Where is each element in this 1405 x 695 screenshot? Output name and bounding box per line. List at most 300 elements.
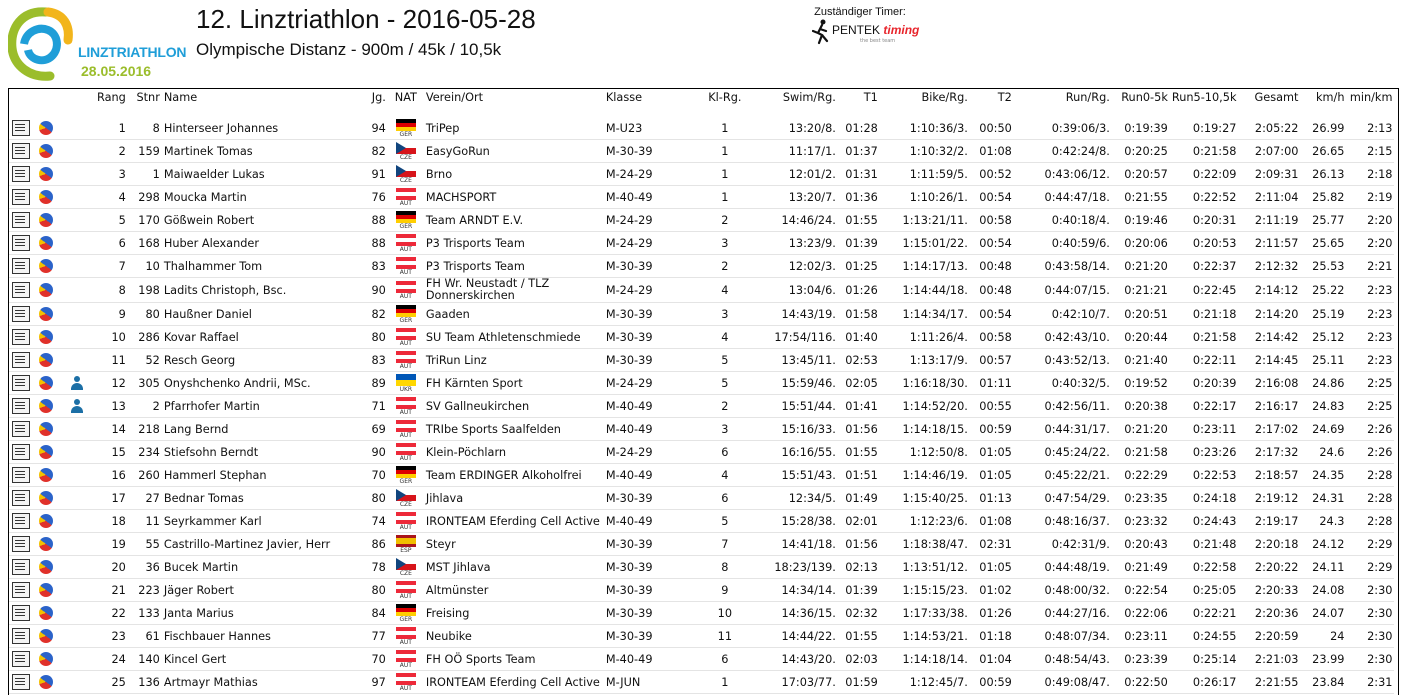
cell-nat: AUT xyxy=(399,639,412,646)
table-row[interactable] xyxy=(9,441,1394,464)
table-row[interactable] xyxy=(9,163,1394,186)
cell-stnr: 198 xyxy=(128,278,162,303)
table-row[interactable] xyxy=(9,326,1394,349)
cell-name[interactable]: Kovar Raffael xyxy=(162,326,348,349)
cell-name[interactable]: Bucek Martin xyxy=(162,556,348,579)
cell-run510: 0:24:55 xyxy=(1170,625,1239,648)
cell-klrg: 2 xyxy=(690,209,760,232)
col-header-kmh[interactable]: km/h xyxy=(1315,90,1345,104)
cell-kmh: 24.12 xyxy=(1300,533,1346,556)
cell-verein: FH Kärnten Sport xyxy=(424,372,604,395)
split-chart-icon[interactable] xyxy=(39,236,53,250)
cell-jg: 69 xyxy=(348,418,388,441)
table-row[interactable] xyxy=(9,349,1394,372)
cell-gesamt: 2:09:31 xyxy=(1238,163,1300,186)
split-chart-icon[interactable] xyxy=(39,675,53,689)
results-doc-icon[interactable] xyxy=(12,282,30,298)
split-chart-icon[interactable] xyxy=(39,445,53,459)
cell-name[interactable]: Maiwaelder Lukas xyxy=(162,163,348,186)
cell-run: 0:44:47/18. xyxy=(1014,186,1112,209)
cell-jg: 80 xyxy=(348,326,388,349)
cell-run05: 0:21:21 xyxy=(1112,278,1170,303)
col-header-name[interactable]: Name xyxy=(163,90,198,104)
cell-t2: 00:48 xyxy=(970,278,1014,303)
cell-name[interactable]: Lang Bernd xyxy=(162,418,348,441)
table-row[interactable] xyxy=(9,648,1394,671)
cell-run510: 0:22:53 xyxy=(1170,464,1239,487)
cell-nat: ESP xyxy=(400,547,412,554)
cell-klasse: M-30-39 xyxy=(604,255,690,278)
cell-stnr: 1 xyxy=(128,163,162,186)
cell-run510: 0:21:48 xyxy=(1170,533,1239,556)
split-chart-icon[interactable] xyxy=(39,213,53,227)
cell-stnr: 260 xyxy=(128,464,162,487)
cell-run510: 0:21:18 xyxy=(1170,303,1239,326)
cell-verein: Klein-Pöchlarn xyxy=(424,441,604,464)
cell-bike: 1:15:40/25. xyxy=(880,487,970,510)
cell-t1: 01:37 xyxy=(838,140,880,163)
cell-name[interactable]: Onyshchenko Andrii, MSc. xyxy=(162,372,348,395)
cell-jg: 91 xyxy=(348,163,388,186)
results-doc-icon[interactable] xyxy=(12,628,30,644)
cell-gesamt: 2:21:55 xyxy=(1238,671,1300,694)
split-chart-icon[interactable] xyxy=(39,353,53,367)
cell-run: 0:42:10/7. xyxy=(1014,303,1112,326)
cell-name[interactable]: Gößwein Robert xyxy=(162,209,348,232)
cell-run510: 0:20:53 xyxy=(1170,232,1239,255)
cell-jg: 70 xyxy=(348,464,388,487)
cell-gesamt: 2:07:00 xyxy=(1238,140,1300,163)
cell-verein: FH OÖ Sports Team xyxy=(424,648,604,671)
cell-stnr: 52 xyxy=(128,349,162,372)
cell-swim: 14:43/20. xyxy=(760,648,838,671)
cell-name[interactable]: Haußner Daniel xyxy=(162,303,348,326)
cell-stnr: 170 xyxy=(128,209,162,232)
cell-name[interactable]: Artmayr Mathias xyxy=(162,671,348,694)
cell-verein: FH Wr. Neustadt / TLZ Donnerskirchen xyxy=(424,278,604,303)
cell-minkm: 2:29 xyxy=(1346,533,1394,556)
cell-verein: Neubike xyxy=(424,625,604,648)
results-doc-icon[interactable] xyxy=(12,375,30,391)
col-header-run510[interactable]: Run5-10,5k xyxy=(1171,90,1237,104)
cell-klrg: 6 xyxy=(690,441,760,464)
germany-flag-icon xyxy=(396,466,416,478)
cell-kmh: 26.13 xyxy=(1300,163,1346,186)
cell-run: 0:48:07/34. xyxy=(1014,625,1112,648)
cell-jg: 88 xyxy=(348,232,388,255)
table-row[interactable] xyxy=(9,278,1394,303)
cell-minkm: 2:26 xyxy=(1346,441,1394,464)
col-header-rang[interactable]: Rang xyxy=(97,90,126,104)
cell-klasse: M-40-49 xyxy=(604,418,690,441)
cell-name[interactable]: Kincel Gert xyxy=(162,648,348,671)
cell-nat: GER xyxy=(399,616,413,623)
cell-swim: 14:43/19. xyxy=(760,303,838,326)
spain-flag-icon xyxy=(396,535,416,547)
table-row[interactable] xyxy=(9,303,1394,326)
cell-bike: 1:12:50/8. xyxy=(880,441,970,464)
cell-name[interactable]: Seyrkammer Karl xyxy=(162,510,348,533)
table-row[interactable] xyxy=(9,533,1394,556)
col-header-gesamt[interactable]: Gesamt xyxy=(1254,90,1299,104)
cell-run05: 0:22:54 xyxy=(1112,579,1170,602)
col-header-run05[interactable]: Run0-5k xyxy=(1121,90,1168,104)
cell-run05: 0:23:39 xyxy=(1112,648,1170,671)
cell-run510: 0:22:21 xyxy=(1170,602,1239,625)
cell-name[interactable]: Martinek Tomas xyxy=(162,140,348,163)
table-row[interactable] xyxy=(9,671,1394,694)
germany-flag-icon xyxy=(396,305,416,317)
col-header-run[interactable]: Run/Rg. xyxy=(1065,90,1110,104)
cell-verein: IRONTEAM Eferding Cell Active xyxy=(424,671,604,694)
cell-verein: Gaaden xyxy=(424,303,604,326)
col-header-stnr[interactable]: Stnr xyxy=(136,90,160,104)
col-header-t1[interactable]: T1 xyxy=(863,90,878,104)
results-doc-icon[interactable] xyxy=(12,674,30,690)
cell-run05: 0:19:52 xyxy=(1112,372,1170,395)
results-header xyxy=(0,0,1405,88)
col-header-klasse[interactable]: Klasse xyxy=(605,90,643,104)
austria-flag-icon xyxy=(396,673,416,685)
cell-run05: 0:20:06 xyxy=(1112,232,1170,255)
results-doc-icon[interactable] xyxy=(12,306,30,322)
cell-swim: 13:04/6. xyxy=(760,278,838,303)
split-chart-icon[interactable] xyxy=(39,330,53,344)
table-row[interactable] xyxy=(9,209,1394,232)
cell-minkm: 2:28 xyxy=(1346,464,1394,487)
cell-rang: 12 xyxy=(95,372,128,395)
results-doc-icon[interactable] xyxy=(12,559,30,575)
results-doc-icon[interactable] xyxy=(12,258,30,274)
cell-stnr: 159 xyxy=(128,140,162,163)
cell-swim: 13:45/11. xyxy=(760,349,838,372)
austria-flag-icon xyxy=(396,188,416,200)
cell-bike: 1:14:17/13. xyxy=(880,255,970,278)
split-chart-icon[interactable] xyxy=(39,190,53,204)
cell-rang: 25 xyxy=(95,671,128,694)
cell-gesamt: 2:21:03 xyxy=(1238,648,1300,671)
cell-jg: 77 xyxy=(348,625,388,648)
cell-klrg: 8 xyxy=(690,556,760,579)
cell-t1: 01:25 xyxy=(838,255,880,278)
cell-run: 0:45:22/21. xyxy=(1014,464,1112,487)
results-doc-icon[interactable] xyxy=(12,513,30,529)
cell-name[interactable]: Resch Georg xyxy=(162,349,348,372)
cell-verein: TRIbe Sports Saalfelden xyxy=(424,418,604,441)
table-row[interactable] xyxy=(9,232,1394,255)
table-row[interactable] xyxy=(9,140,1394,163)
cell-bike: 1:14:46/19. xyxy=(880,464,970,487)
results-doc-icon[interactable] xyxy=(12,398,30,414)
cell-rang: 10 xyxy=(95,326,128,349)
split-chart-icon[interactable] xyxy=(39,583,53,597)
cell-swim: 13:20/7. xyxy=(760,186,838,209)
profile-icon[interactable] xyxy=(70,399,84,413)
split-chart-icon[interactable] xyxy=(39,491,53,505)
results-doc-icon[interactable] xyxy=(12,143,30,159)
cell-name[interactable]: Bednar Tomas xyxy=(162,487,348,510)
austria-flag-icon xyxy=(396,443,416,455)
results-doc-icon[interactable] xyxy=(12,120,30,136)
cell-minkm: 2:30 xyxy=(1346,648,1394,671)
results-doc-icon[interactable] xyxy=(12,352,30,368)
results-doc-icon[interactable] xyxy=(12,605,30,621)
cell-t2: 01:08 xyxy=(970,510,1014,533)
cell-verein: Altmünster xyxy=(424,579,604,602)
cell-verein: EasyGoRun xyxy=(424,140,604,163)
cell-rang: 5 xyxy=(95,209,128,232)
cell-kmh: 25.82 xyxy=(1300,186,1346,209)
cell-stnr: 61 xyxy=(128,625,162,648)
split-chart-icon[interactable] xyxy=(39,144,53,158)
table-row[interactable] xyxy=(9,255,1394,278)
cell-minkm: 2:15 xyxy=(1346,140,1394,163)
cell-run05: 0:23:35 xyxy=(1112,487,1170,510)
cell-jg: 86 xyxy=(348,533,388,556)
results-doc-icon[interactable] xyxy=(12,444,30,460)
results-doc-icon[interactable] xyxy=(12,651,30,667)
cell-jg: 83 xyxy=(348,349,388,372)
cell-name[interactable]: Janta Marius xyxy=(162,602,348,625)
results-doc-icon[interactable] xyxy=(12,235,30,251)
cell-t2: 00:52 xyxy=(970,163,1014,186)
cell-name[interactable]: Ladits Christoph, Bsc. xyxy=(162,278,348,303)
cell-klrg: 9 xyxy=(690,579,760,602)
table-row[interactable] xyxy=(9,556,1394,579)
cell-jg: 94 xyxy=(348,117,388,140)
cell-nat: AUT xyxy=(399,340,412,347)
cell-jg: 90 xyxy=(348,441,388,464)
cell-kmh: 25.53 xyxy=(1300,255,1346,278)
austria-flag-icon xyxy=(396,351,416,363)
cell-name[interactable]: Moucka Martin xyxy=(162,186,348,209)
cell-name[interactable]: Thalhammer Tom xyxy=(162,255,348,278)
cell-jg: 76 xyxy=(348,186,388,209)
cell-klrg: 4 xyxy=(690,464,760,487)
cell-minkm: 2:25 xyxy=(1346,395,1394,418)
cell-klasse: M-U23 xyxy=(604,117,690,140)
cell-name[interactable]: Fischbauer Hannes xyxy=(162,625,348,648)
table-row[interactable] xyxy=(9,625,1394,648)
table-top-border xyxy=(8,88,1398,89)
cell-name[interactable]: Jäger Robert xyxy=(162,579,348,602)
table-row[interactable] xyxy=(9,186,1394,209)
table-row[interactable] xyxy=(9,372,1394,395)
cell-name[interactable]: Hammerl Stephan xyxy=(162,464,348,487)
cell-name[interactable]: Hinterseer Johannes xyxy=(162,117,348,140)
split-chart-icon[interactable] xyxy=(39,259,53,273)
table-row[interactable] xyxy=(9,395,1394,418)
cell-klasse: M-30-39 xyxy=(604,487,690,510)
logo-text: LINZTRIATHLON xyxy=(78,44,187,60)
cell-bike: 1:12:23/6. xyxy=(880,510,970,533)
cell-name[interactable]: Castrillo-Martinez Javier, Herr xyxy=(162,533,348,556)
col-header-t2[interactable]: T2 xyxy=(997,90,1012,104)
cell-run510: 0:20:31 xyxy=(1170,209,1239,232)
cell-kmh: 25.11 xyxy=(1300,349,1346,372)
cell-verein: Team ERDINGER Alkoholfrei xyxy=(424,464,604,487)
cell-klrg: 6 xyxy=(690,487,760,510)
cell-t1: 01:59 xyxy=(838,671,880,694)
cell-name[interactable]: Huber Alexander xyxy=(162,232,348,255)
table-row[interactable] xyxy=(9,487,1394,510)
cell-run05: 0:20:25 xyxy=(1112,140,1170,163)
cell-t2: 01:26 xyxy=(970,602,1014,625)
table-row[interactable] xyxy=(9,117,1394,140)
cell-gesamt: 2:14:45 xyxy=(1238,349,1300,372)
cell-swim: 17:54/116. xyxy=(760,326,838,349)
cell-kmh: 23.99 xyxy=(1300,648,1346,671)
cell-jg: 82 xyxy=(348,140,388,163)
germany-flag-icon xyxy=(396,211,416,223)
cell-klasse: M-40-49 xyxy=(604,464,690,487)
cell-klrg: 1 xyxy=(690,163,760,186)
cell-run510: 0:22:52 xyxy=(1170,186,1239,209)
results-doc-icon[interactable] xyxy=(12,490,30,506)
cell-run: 0:39:06/3. xyxy=(1014,117,1112,140)
cell-klrg: 1 xyxy=(690,186,760,209)
cell-klrg: 4 xyxy=(690,326,760,349)
cell-t2: 01:02 xyxy=(970,579,1014,602)
cell-verein: MACHSPORT xyxy=(424,186,604,209)
cell-swim: 11:17/1. xyxy=(760,140,838,163)
cell-rang: 17 xyxy=(95,487,128,510)
col-header-klrg[interactable]: Kl-Rg. xyxy=(708,90,742,104)
cell-run05: 0:20:43 xyxy=(1112,533,1170,556)
col-header-nat[interactable]: NAT xyxy=(394,90,417,104)
cell-kmh: 24.86 xyxy=(1300,372,1346,395)
cell-rang: 19 xyxy=(95,533,128,556)
cell-run510: 0:22:37 xyxy=(1170,255,1239,278)
split-chart-icon[interactable] xyxy=(39,514,53,528)
profile-icon[interactable] xyxy=(70,376,84,390)
cell-t2: 00:54 xyxy=(970,232,1014,255)
cell-gesamt: 2:20:18 xyxy=(1238,533,1300,556)
col-header-bike[interactable]: Bike/Rg. xyxy=(921,90,968,104)
table-row[interactable] xyxy=(9,510,1394,533)
cell-stnr: 305 xyxy=(128,372,162,395)
cell-t1: 02:53 xyxy=(838,349,880,372)
cell-stnr: 234 xyxy=(128,441,162,464)
split-chart-icon[interactable] xyxy=(39,399,53,413)
cell-gesamt: 2:16:17 xyxy=(1238,395,1300,418)
col-header-jg[interactable]: Jg. xyxy=(371,90,386,104)
table-row[interactable] xyxy=(9,602,1394,625)
table-row[interactable] xyxy=(9,464,1394,487)
cell-t1: 01:41 xyxy=(838,395,880,418)
split-chart-icon[interactable] xyxy=(39,560,53,574)
split-chart-icon[interactable] xyxy=(39,307,53,321)
results-doc-icon[interactable] xyxy=(12,582,30,598)
cell-name[interactable]: Pfarrhofer Martin xyxy=(162,395,348,418)
cell-swim: 12:34/5. xyxy=(760,487,838,510)
cell-run05: 0:20:51 xyxy=(1112,303,1170,326)
cell-run05: 0:21:20 xyxy=(1112,255,1170,278)
cell-bike: 1:14:18/15. xyxy=(880,418,970,441)
split-chart-icon[interactable] xyxy=(39,606,53,620)
cell-rang: 11 xyxy=(95,349,128,372)
cell-rang: 18 xyxy=(95,510,128,533)
cell-klasse: M-24-29 xyxy=(604,441,690,464)
cell-gesamt: 2:16:08 xyxy=(1238,372,1300,395)
split-chart-icon[interactable] xyxy=(39,376,53,390)
table-row[interactable] xyxy=(9,418,1394,441)
results-doc-icon[interactable] xyxy=(12,189,30,205)
timer-logo[interactable] xyxy=(812,19,922,47)
split-chart-icon[interactable] xyxy=(39,167,53,181)
cell-verein: SU Team Athletenschmiede xyxy=(424,326,604,349)
cell-klasse: M-40-49 xyxy=(604,648,690,671)
split-chart-icon[interactable] xyxy=(39,652,53,666)
cell-bike: 1:15:01/22. xyxy=(880,232,970,255)
split-chart-icon[interactable] xyxy=(39,121,53,135)
split-chart-icon[interactable] xyxy=(39,537,53,551)
czech-flag-icon xyxy=(396,558,416,570)
cell-gesamt: 2:11:04 xyxy=(1238,186,1300,209)
split-chart-icon[interactable] xyxy=(39,422,53,436)
cell-bike: 1:13:51/12. xyxy=(880,556,970,579)
cell-stnr: 286 xyxy=(128,326,162,349)
results-doc-icon[interactable] xyxy=(12,212,30,228)
results-doc-icon[interactable] xyxy=(12,421,30,437)
runner-icon xyxy=(812,19,830,45)
cell-minkm: 2:30 xyxy=(1346,602,1394,625)
cell-klrg: 11 xyxy=(690,625,760,648)
split-chart-icon[interactable] xyxy=(39,283,53,297)
cell-rang: 4 xyxy=(95,186,128,209)
cell-run05: 0:20:44 xyxy=(1112,326,1170,349)
cell-klrg: 6 xyxy=(690,648,760,671)
cell-t1: 01:26 xyxy=(838,278,880,303)
cell-bike: 1:14:44/18. xyxy=(880,278,970,303)
cell-run510: 0:22:45 xyxy=(1170,278,1239,303)
cell-klasse: M-40-49 xyxy=(604,395,690,418)
cell-t1: 01:51 xyxy=(838,464,880,487)
results-body xyxy=(9,117,1394,694)
cell-kmh: 24.35 xyxy=(1300,464,1346,487)
cell-nat: AUT xyxy=(399,269,412,276)
split-chart-icon[interactable] xyxy=(39,629,53,643)
results-doc-icon[interactable] xyxy=(12,467,30,483)
cell-rang: 13 xyxy=(95,395,128,418)
cell-nat: CZE xyxy=(399,154,412,161)
cell-minkm: 2:28 xyxy=(1346,510,1394,533)
cell-swim: 15:16/33. xyxy=(760,418,838,441)
timer-label: Zuständiger Timer: xyxy=(814,6,906,18)
cell-name[interactable]: Stiefsohn Berndt xyxy=(162,441,348,464)
split-chart-icon[interactable] xyxy=(39,468,53,482)
cell-swim: 13:20/8. xyxy=(760,117,838,140)
cell-minkm: 2:20 xyxy=(1346,209,1394,232)
cell-kmh: 25.12 xyxy=(1300,326,1346,349)
cell-swim: 14:46/24. xyxy=(760,209,838,232)
cell-t2: 00:58 xyxy=(970,326,1014,349)
cell-rang: 3 xyxy=(95,163,128,186)
cell-verein: Team ARNDT E.V. xyxy=(424,209,604,232)
table-row[interactable] xyxy=(9,579,1394,602)
cell-run: 0:43:58/14. xyxy=(1014,255,1112,278)
results-doc-icon[interactable] xyxy=(12,329,30,345)
results-doc-icon[interactable] xyxy=(12,166,30,182)
col-header-verein[interactable]: Verein/Ort xyxy=(425,90,484,104)
results-doc-icon[interactable] xyxy=(12,536,30,552)
cell-run05: 0:21:55 xyxy=(1112,186,1170,209)
cell-kmh: 24.31 xyxy=(1300,487,1346,510)
col-header-swim[interactable]: Swim/Rg. xyxy=(782,90,836,104)
cell-run510: 0:25:05 xyxy=(1170,579,1239,602)
cell-run: 0:44:31/17. xyxy=(1014,418,1112,441)
col-header-minkm[interactable]: min/km xyxy=(1349,90,1393,104)
